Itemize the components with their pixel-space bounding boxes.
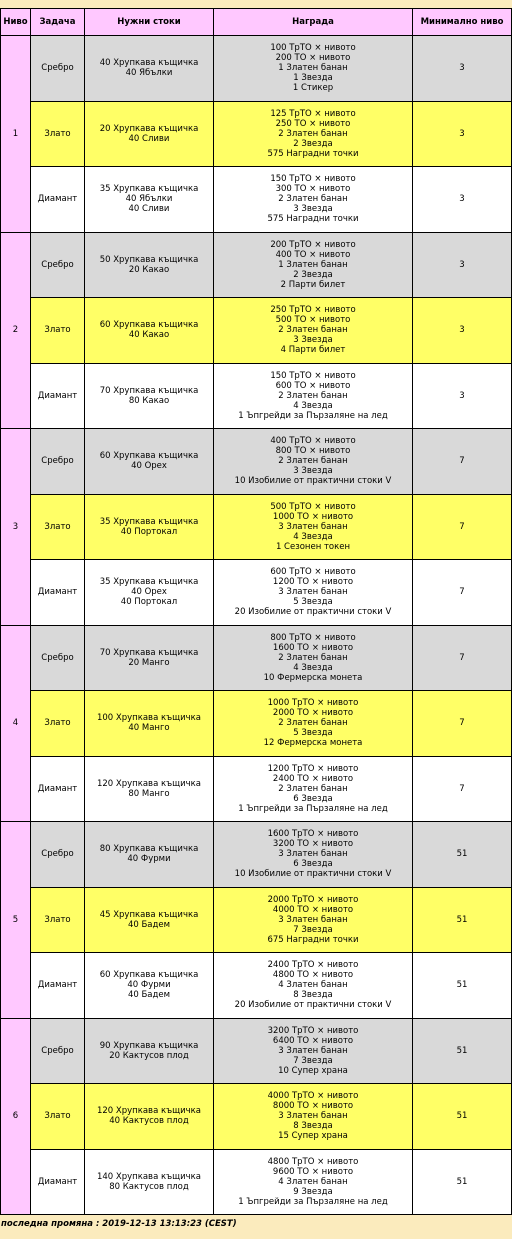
table-row — [1, 691, 512, 757]
goods-line: 40 Портокал — [120, 597, 178, 608]
header-min-level: Минимално ниво — [413, 9, 512, 36]
reward-line: 2 Златен банан — [278, 194, 348, 205]
reward-line: 2 Парти билет — [280, 279, 346, 290]
reward-line: 1 Стикер — [292, 83, 334, 94]
reward-line: 2000 ТО × нивото — [272, 708, 354, 719]
reward-line: 1 Звезда — [293, 73, 333, 84]
goods-line: 80 Манго — [128, 788, 170, 799]
reward-line: 2400 ТО × нивото — [272, 773, 354, 784]
last-modified: последна промяна : 2019-12-13 13:13:23 (CEST) — [1, 1219, 237, 1229]
task-cell: Диамант — [31, 953, 85, 1019]
goods-cell — [85, 232, 214, 298]
goods-line: 120 Хрупкава къщичка — [96, 1106, 202, 1117]
goods-line: 40 Фурми — [127, 854, 171, 865]
goods-cell — [85, 363, 214, 429]
task-cell: Диамант — [31, 1149, 85, 1215]
level-cell: 2 — [1, 232, 31, 429]
reward-line: 5 Звезда — [293, 597, 333, 608]
reward-line: 9600 ТО × нивото — [272, 1166, 354, 1177]
reward-line: 7 Звезда — [293, 1055, 333, 1066]
reward-line: 6 Звезда — [293, 859, 333, 870]
reward-cell — [214, 1018, 413, 1084]
reward-line: 3 Златен банан — [278, 1111, 348, 1122]
task-cell: Сребро — [31, 1018, 85, 1084]
reward-line: 400 ТрТО × нивото — [270, 436, 356, 447]
reward-line: 250 ТрТО × нивото — [270, 305, 356, 316]
table-row — [1, 887, 512, 953]
goods-cell — [85, 494, 214, 560]
min-level-cell: 7 — [413, 429, 512, 495]
reward-cell — [214, 36, 413, 102]
header-task: Задача — [31, 9, 85, 36]
reward-cell — [214, 298, 413, 364]
table-row — [1, 625, 512, 691]
reward-line: 20 Изобилие от практични стоки V — [234, 607, 392, 618]
goods-line: 35 Хрупкава къщичка — [99, 577, 199, 588]
reward-line: 1200 ТрТО × нивото — [267, 763, 359, 774]
reward-line: 150 ТрТО × нивото — [270, 370, 356, 381]
reward-line: 3 Звезда — [293, 466, 333, 477]
reward-line: 12 Фермерска монета — [263, 738, 363, 749]
reward-line: 8000 ТО × нивото — [272, 1101, 354, 1112]
goods-line: 20 Хрупкава къщичка — [99, 123, 199, 134]
goods-cell — [85, 560, 214, 626]
reward-cell — [214, 887, 413, 953]
reward-line: 300 ТО × нивото — [275, 184, 351, 195]
header-reward: Награда — [214, 9, 413, 36]
goods-line: 90 Хрупкава къщичка — [99, 1040, 199, 1051]
task-cell: Сребро — [31, 36, 85, 102]
reward-line: 2 Звезда — [293, 138, 333, 149]
reward-line: 2000 ТрТО × нивото — [267, 894, 359, 905]
goods-line: 40 Ябълки — [125, 194, 173, 205]
goods-line: 40 Портокал — [120, 526, 178, 537]
table-row — [1, 953, 512, 1019]
goods-line: 80 Кактусов плод — [109, 1181, 189, 1192]
min-level-cell: 3 — [413, 232, 512, 298]
table-body — [1, 36, 512, 1215]
goods-line: 50 Хрупкава къщичка — [99, 254, 199, 265]
goods-line: 40 Хрупкава къщичка — [99, 58, 199, 69]
table-row — [1, 560, 512, 626]
reward-line: 3 Златен банан — [278, 849, 348, 860]
reward-line: 8 Звезда — [293, 990, 333, 1001]
reward-line: 500 ТО × нивото — [275, 315, 351, 326]
reward-line: 1200 ТО × нивото — [272, 577, 354, 588]
min-level-cell: 51 — [413, 822, 512, 888]
min-level-cell: 7 — [413, 691, 512, 757]
reward-line: 8 Звезда — [293, 1121, 333, 1132]
reward-line: 575 Наградни точки — [267, 148, 359, 159]
task-cell: Диамант — [31, 167, 85, 233]
task-cell: Диамант — [31, 756, 85, 822]
goods-line: 40 Фурми — [127, 980, 171, 991]
task-cell: Диамант — [31, 560, 85, 626]
min-level-cell: 7 — [413, 494, 512, 560]
goods-line: 60 Хрупкава къщичка — [99, 970, 199, 981]
reward-cell — [214, 822, 413, 888]
reward-line: 1 Ъпгрейди за Пързаляне на лед — [238, 803, 388, 814]
goods-line: 35 Хрупкава къщичка — [99, 184, 199, 195]
min-level-cell: 3 — [413, 298, 512, 364]
goods-line: 40 Бадем — [127, 919, 171, 930]
reward-line: 2 Златен банан — [278, 128, 348, 139]
reward-line: 1600 ТО × нивото — [272, 642, 354, 653]
goods-line: 20 Кактусов плод — [109, 1050, 189, 1061]
reward-line: 675 Наградни точки — [267, 934, 359, 945]
reward-line: 150 ТрТО × нивото — [270, 174, 356, 185]
reward-cell — [214, 429, 413, 495]
reward-line: 2 Златен банан — [278, 456, 348, 467]
min-level-cell: 3 — [413, 36, 512, 102]
goods-cell — [85, 1084, 214, 1150]
min-level-cell: 3 — [413, 167, 512, 233]
min-level-cell: 51 — [413, 887, 512, 953]
goods-line: 40 Бадем — [127, 990, 171, 1001]
min-level-cell: 51 — [413, 1018, 512, 1084]
table-row — [1, 1018, 512, 1084]
goods-line: 40 Орех — [131, 461, 167, 472]
goods-line: 40 Ябълки — [125, 68, 173, 79]
reward-line: 2400 ТрТО × нивото — [267, 960, 359, 971]
level-cell: 4 — [1, 625, 31, 822]
table-row — [1, 363, 512, 429]
goods-line: 120 Хрупкава къщичка — [96, 778, 202, 789]
level-cell: 3 — [1, 429, 31, 626]
goods-line: 60 Хрупкава къщичка — [99, 320, 199, 331]
reward-line: 2 Звезда — [293, 269, 333, 280]
reward-line: 200 ТрТО × нивото — [270, 239, 356, 250]
reward-line: 575 Наградни точки — [267, 214, 359, 225]
reward-line: 4 Златен банан — [278, 980, 348, 991]
reward-line: 2 Златен банан — [278, 783, 348, 794]
level-cell: 6 — [1, 1018, 31, 1215]
goods-cell — [85, 298, 214, 364]
reward-line: 3200 ТО × нивото — [272, 839, 354, 850]
reward-line: 4000 ТрТО × нивото — [267, 1091, 359, 1102]
goods-line: 80 Какао — [128, 395, 170, 406]
task-cell: Злато — [31, 887, 85, 953]
reward-line: 800 ТрТО × нивото — [270, 632, 356, 643]
table-row — [1, 756, 512, 822]
goods-line: 20 Манго — [128, 657, 170, 668]
reward-line: 10 Изобилие от практични стоки V — [234, 476, 392, 487]
reward-line: 1 Ъпгрейди за Пързаляне на лед — [238, 1196, 388, 1207]
task-cell: Сребро — [31, 625, 85, 691]
reward-line: 1 Златен банан — [278, 63, 348, 74]
reward-line: 10 Супер храна — [278, 1065, 348, 1076]
goods-line: 80 Хрупкава къщичка — [99, 844, 199, 855]
reward-line: 1 Сезонен токен — [275, 541, 351, 552]
task-cell: Злато — [31, 494, 85, 560]
reward-line: 2 Златен банан — [278, 325, 348, 336]
table-row — [1, 232, 512, 298]
reward-line: 4 Звезда — [293, 400, 333, 411]
reward-cell — [214, 1084, 413, 1150]
reward-cell — [214, 560, 413, 626]
reward-line: 100 ТрТО × нивото — [270, 43, 356, 54]
reward-line: 3200 ТрТО × нивото — [267, 1025, 359, 1036]
min-level-cell: 51 — [413, 953, 512, 1019]
reward-cell — [214, 167, 413, 233]
table-row — [1, 1084, 512, 1150]
goods-line: 40 Орех — [131, 587, 167, 598]
task-cell: Злато — [31, 691, 85, 757]
goods-cell — [85, 101, 214, 167]
goods-cell — [85, 822, 214, 888]
reward-cell — [214, 1149, 413, 1215]
reward-line: 4800 ТрТО × нивото — [267, 1156, 359, 1167]
task-cell: Диамант — [31, 363, 85, 429]
table-row — [1, 494, 512, 560]
goods-line: 40 Кактусов плод — [109, 1116, 189, 1127]
level-cell: 1 — [1, 36, 31, 233]
goods-cell — [85, 887, 214, 953]
reward-line: 4 Звезда — [293, 531, 333, 542]
reward-line: 1 Ъпгрейди за Пързаляне на лед — [238, 410, 388, 421]
reward-line: 5 Звезда — [293, 728, 333, 739]
min-level-cell: 3 — [413, 363, 512, 429]
min-level-cell: 7 — [413, 625, 512, 691]
goods-line: 70 Хрупкава къщичка — [99, 385, 199, 396]
reward-line: 4800 ТО × нивото — [272, 970, 354, 981]
goods-line: 40 Сливи — [128, 204, 170, 215]
goods-cell — [85, 429, 214, 495]
goods-line: 40 Какао — [128, 330, 170, 341]
goods-cell — [85, 691, 214, 757]
task-cell: Сребро — [31, 232, 85, 298]
reward-line: 3 Златен банан — [278, 1045, 348, 1056]
goods-line: 60 Хрупкава къщичка — [99, 451, 199, 462]
reward-line: 125 ТрТО × нивото — [270, 108, 356, 119]
goods-cell — [85, 953, 214, 1019]
reward-cell — [214, 756, 413, 822]
table-row — [1, 101, 512, 167]
reward-line: 20 Изобилие от практични стоки V — [234, 1000, 392, 1011]
reward-line: 7 Звезда — [293, 924, 333, 935]
task-cell: Злато — [31, 101, 85, 167]
goods-cell — [85, 36, 214, 102]
reward-line: 6400 ТО × нивото — [272, 1035, 354, 1046]
goods-cell — [85, 1018, 214, 1084]
min-level-cell: 51 — [413, 1084, 512, 1150]
reward-line: 2 Златен банан — [278, 390, 348, 401]
min-level-cell: 3 — [413, 101, 512, 167]
reward-cell — [214, 494, 413, 560]
goods-line: 100 Хрупкава къщичка — [96, 713, 202, 724]
reward-line: 10 Изобилие от практични стоки V — [234, 869, 392, 880]
tasks-table — [0, 8, 512, 1215]
task-cell: Сребро — [31, 429, 85, 495]
reward-line: 500 ТрТО × нивото — [270, 501, 356, 512]
goods-cell — [85, 625, 214, 691]
header-row — [1, 9, 512, 36]
min-level-cell: 7 — [413, 756, 512, 822]
reward-line: 6 Звезда — [293, 793, 333, 804]
reward-line: 800 ТО × нивото — [275, 446, 351, 457]
table-row — [1, 822, 512, 888]
header-goods: Нужни стоки — [85, 9, 214, 36]
level-cell: 5 — [1, 822, 31, 1019]
reward-line: 4000 ТО × нивото — [272, 904, 354, 915]
reward-line: 250 ТО × нивото — [275, 118, 351, 129]
reward-cell — [214, 101, 413, 167]
table-row — [1, 36, 512, 102]
reward-cell — [214, 953, 413, 1019]
goods-cell — [85, 756, 214, 822]
reward-line: 3 Златен банан — [278, 914, 348, 925]
goods-cell — [85, 1149, 214, 1215]
reward-line: 3 Златен банан — [278, 521, 348, 532]
reward-line: 4 Златен банан — [278, 1176, 348, 1187]
task-cell: Злато — [31, 298, 85, 364]
goods-line: 40 Манго — [128, 723, 170, 734]
goods-line: 20 Какао — [128, 264, 170, 275]
table-row — [1, 167, 512, 233]
reward-cell — [214, 625, 413, 691]
reward-line: 15 Супер храна — [278, 1131, 348, 1142]
goods-line: 140 Хрупкава къщичка — [96, 1171, 202, 1182]
header-level: Ниво — [1, 9, 31, 36]
reward-line: 200 ТО × нивото — [275, 53, 351, 64]
reward-line: 600 ТО × нивото — [275, 380, 351, 391]
reward-line: 600 ТрТО × нивото — [270, 567, 356, 578]
reward-line: 10 Фермерска монета — [263, 672, 363, 683]
goods-line: 40 Сливи — [128, 133, 170, 144]
reward-line: 4 Парти билет — [280, 345, 346, 356]
reward-line: 2 Златен банан — [278, 652, 348, 663]
reward-line: 3 Златен банан — [278, 587, 348, 598]
reward-line: 4 Звезда — [293, 662, 333, 673]
task-cell: Сребро — [31, 822, 85, 888]
reward-cell — [214, 363, 413, 429]
min-level-cell: 51 — [413, 1149, 512, 1215]
table-row — [1, 1149, 512, 1215]
reward-cell — [214, 691, 413, 757]
reward-line: 400 ТО × нивото — [275, 249, 351, 260]
table-row — [1, 298, 512, 364]
min-level-cell: 7 — [413, 560, 512, 626]
reward-line: 1000 ТО × нивото — [272, 511, 354, 522]
reward-line: 3 Звезда — [293, 204, 333, 215]
reward-line: 9 Звезда — [293, 1186, 333, 1197]
goods-cell — [85, 167, 214, 233]
reward-line: 1600 ТрТО × нивото — [267, 829, 359, 840]
task-cell: Злато — [31, 1084, 85, 1150]
reward-line: 2 Златен банан — [278, 718, 348, 729]
reward-line: 1 Златен банан — [278, 259, 348, 270]
reward-line: 3 Звезда — [293, 335, 333, 346]
reward-line: 1000 ТрТО × нивото — [267, 698, 359, 709]
goods-line: 70 Хрупкава къщичка — [99, 647, 199, 658]
reward-cell — [214, 232, 413, 298]
goods-line: 45 Хрупкава къщичка — [99, 909, 199, 920]
table-row — [1, 429, 512, 495]
goods-line: 35 Хрупкава къщичка — [99, 516, 199, 527]
